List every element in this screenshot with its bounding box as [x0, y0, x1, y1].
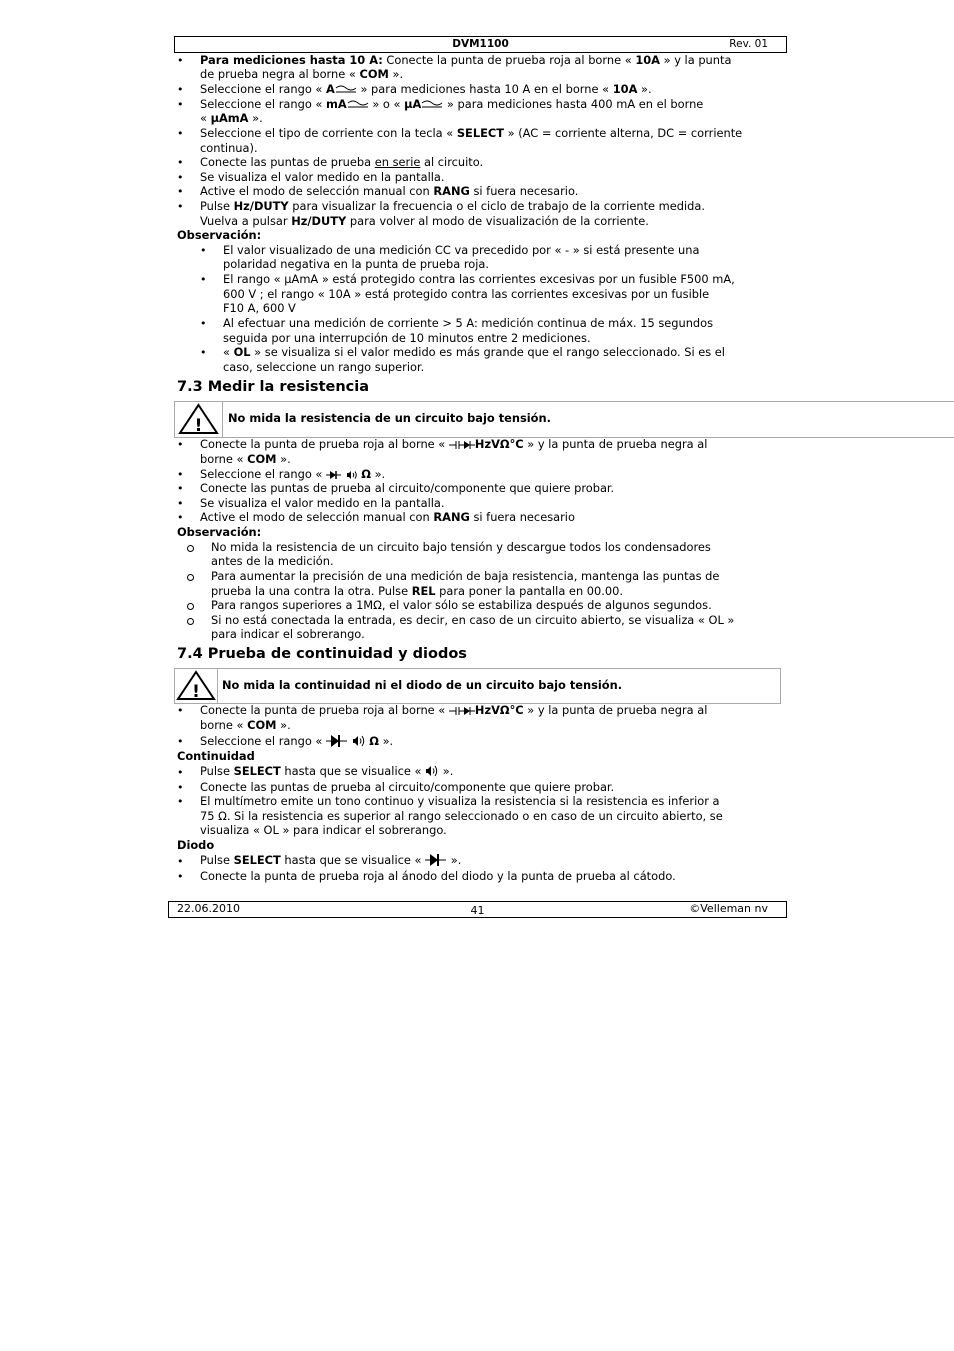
- warning-box: [174, 668, 781, 704]
- list-item: Seleccione el tipo de corriente con la tecla « SELECT » (AC = corriente alterna, DC = corriente: [200, 126, 743, 140]
- list-item: El rango « µAmA » está protegido contra las corrientes excesivas por un fusible F500 mA,: [223, 272, 735, 286]
- circle-bullet: [187, 603, 194, 610]
- capacitor-diode-icon: [449, 440, 475, 450]
- warning-icon: [175, 402, 223, 437]
- sound-icon: [352, 734, 366, 748]
- diode-icon: [326, 470, 342, 480]
- list-item-cont: continua).: [200, 141, 258, 155]
- bullet: •: [200, 244, 207, 257]
- page-number: 41: [470, 904, 485, 917]
- list-item: Seleccione el rango « mA » o « µA » para mediciones hasta 400 mA en el borne: [200, 97, 704, 111]
- list-item: Conecte la punta de prueba roja al ánodo del diodo y la punta de prueba al cátodo.: [200, 869, 676, 883]
- model-name: DVM1100: [452, 38, 509, 50]
- list-item: Active el modo de selección manual con RANG si fuera necesario: [200, 510, 575, 524]
- bullet: •: [177, 870, 184, 883]
- capacitor-diode-icon: [449, 706, 475, 716]
- list-item-cont: 600 V ; el rango « 10A » está protegido contra las corrientes excesivas por un fusible: [223, 287, 710, 301]
- bullet: •: [177, 83, 184, 96]
- circle-bullet: [187, 574, 194, 581]
- list-item-cont: « µAmA ».: [200, 111, 263, 125]
- list-item-cont: borne « COM ».: [200, 452, 291, 466]
- circle-bullet: [187, 618, 194, 625]
- list-item: Conecte las puntas de prueba al circuito/componente que quiere probar.: [200, 780, 615, 794]
- bullet: •: [177, 482, 184, 495]
- bullet: •: [177, 511, 184, 524]
- list-item: Conecte las puntas de prueba al circuito/componente que quiere probar.: [200, 481, 615, 495]
- diode-heading: Diodo: [177, 838, 215, 852]
- section-heading-7-3: 7.3 Medir la resistencia: [177, 379, 370, 395]
- list-item: Si no está conectada la entrada, es decir, en caso de un circuito abierto, se visualiza « OL »: [211, 613, 735, 627]
- svg-text:!: !: [192, 682, 200, 702]
- list-item-cont: F10 A, 600 V: [223, 301, 296, 315]
- list-item: Active el modo de selección manual con RANG si fuera necesario.: [200, 184, 579, 198]
- continuity-heading: Continuidad: [177, 749, 255, 763]
- list-item: Pulse SELECT hasta que se visualice « ».: [200, 853, 462, 867]
- list-item-cont: de prueba negra al borne « COM ».: [200, 67, 404, 81]
- list-item: Conecte la punta de prueba roja al borne « HzVΩ°C » y la punta de prueba negra al: [200, 703, 708, 717]
- list-item: Se visualiza el valor medido en la pantalla.: [200, 496, 445, 510]
- ac-dc-icon: [347, 100, 369, 110]
- bullet: •: [177, 766, 184, 779]
- sound-icon: [346, 470, 358, 480]
- list-item: Para aumentar la precisión de una medición de baja resistencia, mantenga las puntas de: [211, 569, 720, 583]
- diode-icon: [425, 853, 447, 867]
- bullet: •: [177, 156, 184, 169]
- list-item: Para rangos superiores a 1MΩ, el valor sólo se estabiliza después de algunos segundos.: [211, 598, 712, 612]
- warning-icon: [175, 669, 218, 703]
- list-item: Seleccione el rango « Ω ».: [200, 734, 394, 748]
- list-item: No mida la resistencia de un circuito bajo tensión y descargue todos los condensadores: [211, 540, 711, 554]
- bullet: •: [177, 781, 184, 794]
- list-item-cont: para indicar el sobrerango.: [211, 627, 365, 641]
- bullet: •: [177, 468, 184, 481]
- warning-box: [174, 401, 954, 438]
- list-item: Se visualiza el valor medido en la pantalla.: [200, 170, 445, 184]
- list-item: Pulse SELECT hasta que se visualice « ».: [200, 764, 454, 778]
- bullet: •: [177, 171, 184, 184]
- list-item: Al efectuar una medición de corriente > 5 A: medición continua de máx. 15 segundos: [223, 316, 714, 330]
- bullet: •: [177, 497, 184, 510]
- list-item-cont: Vuelva a pulsar Hz/DUTY para volver al modo de visualización de la corriente.: [200, 214, 649, 228]
- list-item-cont: antes de la medición.: [211, 554, 334, 568]
- list-item-cont: polaridad negativa en la punta de prueba roja.: [223, 257, 490, 271]
- list-item: « OL » se visualiza si el valor medido es más grande que el rango seleccionado. Si es el: [223, 345, 725, 359]
- bullet: •: [177, 735, 184, 748]
- bullet: •: [200, 317, 207, 330]
- copyright: ©Velleman nv: [689, 902, 768, 915]
- observation-heading: Observación:: [177, 525, 262, 539]
- page-footer: [168, 901, 787, 918]
- list-item-cont: visualiza « OL » para indicar el sobrerango.: [200, 823, 447, 837]
- list-item: El multímetro emite un tono continuo y visualiza la resistencia si la resistencia es inferior a: [200, 794, 720, 808]
- warning-text: No mida la continuidad ni el diodo de un circuito bajo tensión.: [222, 678, 623, 692]
- warning-text: No mida la resistencia de un circuito bajo tensión.: [228, 411, 551, 425]
- list-item: Conecte las puntas de prueba en serie al circuito.: [200, 155, 484, 169]
- list-item-cont: prueba la una contra la otra. Pulse REL para poner la pantalla en 00.00.: [211, 584, 624, 598]
- list-item-cont: 75 Ω. Si la resistencia es superior al rango seleccionado o en caso de un circuito abierto, se: [200, 809, 723, 823]
- bullet: •: [200, 346, 207, 359]
- circle-bullet: [187, 545, 194, 552]
- list-item: Para mediciones hasta 10 A: Conecte la punta de prueba roja al borne « 10A » y la punta: [200, 53, 732, 67]
- bullet: •: [177, 185, 184, 198]
- list-item: Conecte la punta de prueba roja al borne « HzVΩ°C » y la punta de prueba negra al: [200, 437, 708, 451]
- svg-text:!: !: [194, 416, 203, 436]
- list-item: Seleccione el rango « Ω ».: [200, 467, 386, 481]
- bullet: •: [177, 438, 184, 451]
- list-item: Pulse Hz/DUTY para visualizar la frecuencia o el ciclo de trabajo de la corriente medida.: [200, 199, 705, 213]
- section-heading-7-4: 7.4 Prueba de continuidad y diodos: [177, 646, 467, 662]
- bullet: •: [177, 98, 184, 111]
- ac-dc-icon: [335, 85, 357, 95]
- bullet: •: [177, 200, 184, 213]
- observation-heading: Observación:: [177, 228, 262, 242]
- bullet: •: [177, 704, 184, 717]
- list-item: El valor visualizado de una medición CC va precedido por « - » si está presente una: [223, 243, 700, 257]
- list-item-cont: caso, seleccione un rango superior.: [223, 360, 425, 374]
- revision: Rev. 01: [729, 38, 768, 50]
- ac-dc-icon: [421, 100, 443, 110]
- list-item-cont: borne « COM ».: [200, 718, 291, 732]
- diode-icon: [326, 734, 348, 748]
- footer-date: 22.06.2010: [177, 902, 240, 915]
- bullet: •: [177, 795, 184, 808]
- bullet: •: [177, 855, 184, 868]
- list-item-cont: seguida por una interrupción de 10 minutos entre 2 mediciones.: [223, 331, 591, 345]
- bullet: •: [200, 273, 207, 286]
- bullet: •: [177, 54, 184, 67]
- sound-icon: [425, 764, 439, 778]
- list-item: Seleccione el rango « A » para mediciones hasta 10 A en el borne « 10A ».: [200, 82, 652, 96]
- page-header: [174, 36, 787, 53]
- bullet: •: [177, 127, 184, 140]
